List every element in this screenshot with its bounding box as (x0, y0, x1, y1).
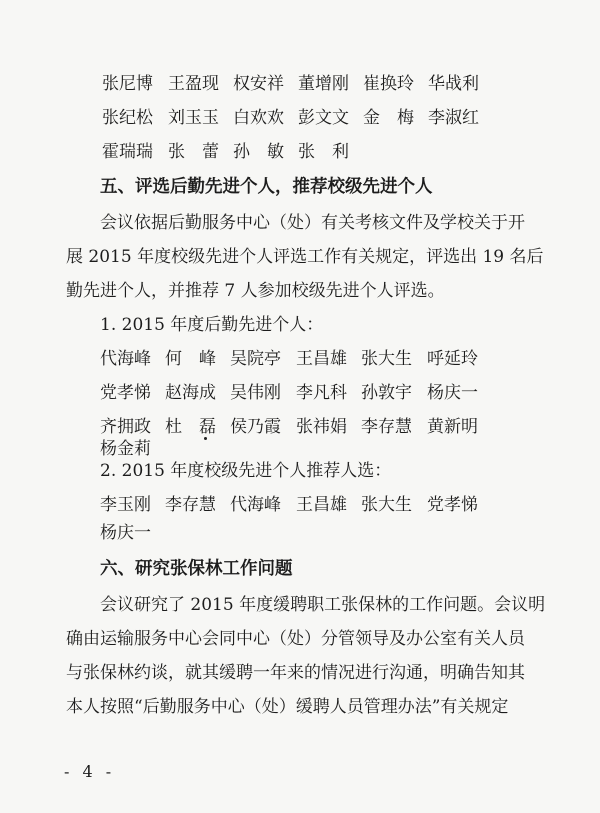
person-name: 彭文文 (298, 108, 349, 128)
person-name: 张纪松 (102, 108, 153, 128)
section-heading: 五、评选后勤先进个人，推荐校级先进个人 (100, 177, 433, 197)
person-name: 李存慧 (165, 495, 216, 515)
person-name: 李凡科 (296, 383, 347, 403)
speck-mark (204, 437, 207, 440)
person-name: 孙 敏 (233, 142, 284, 162)
person-name: 张大生 (361, 495, 412, 515)
paragraph-line: 会议研究了 2015 年度缓聘职工张保林的工作问题。会议明 (100, 595, 546, 615)
person-name: 霍瑞瑞 (102, 142, 153, 162)
person-name: 吴伟刚 (230, 383, 281, 403)
person-name: 张大生 (361, 349, 412, 369)
person-name: 董增刚 (298, 74, 349, 94)
person-name: 黄新明 (427, 417, 478, 437)
person-name: 代海峰 (230, 495, 281, 515)
person-name: 侯乃霞 (230, 417, 281, 437)
subsection-title: 1. 2015 年度后勤先进个人： (100, 315, 324, 335)
person-name: 杨庆一 (100, 523, 151, 543)
person-name: 呼延玲 (427, 349, 478, 369)
paragraph-line: 展 2015 年度校级先进个人评选工作有关规定，评选出 19 名后 (66, 247, 544, 267)
paragraph-line: 本人按照“后勤服务中心（处）缓聘人员管理办法”有关规定 (66, 697, 509, 717)
person-name: 张尼博 (102, 74, 153, 94)
person-name: 王昌雄 (296, 349, 347, 369)
subsection-title: 2. 2015 年度校级先进个人推荐人选： (100, 461, 392, 481)
person-name: 李淑红 (428, 108, 479, 128)
person-name: 杨金莉 (100, 439, 151, 459)
person-name: 李玉刚 (100, 495, 151, 515)
person-name: 刘玉玉 (168, 108, 219, 128)
name-row (0, 516, 600, 550)
person-name: 王昌雄 (296, 495, 347, 515)
person-name: 李存慧 (361, 417, 412, 437)
person-name: 吴院亭 (230, 349, 281, 369)
person-name: 孙敦宇 (361, 383, 412, 403)
person-name: 张祎娟 (296, 417, 347, 437)
person-name: 崔换玲 (363, 74, 414, 94)
person-name: 张 利 (298, 142, 349, 162)
paragraph-line: 与张保林约谈，就其缓聘一年来的情况进行沟通，明确告知其 (66, 663, 525, 683)
name-row (0, 342, 600, 376)
person-name: 权安祥 (233, 74, 284, 94)
name-row (0, 135, 600, 169)
person-name: 华战利 (428, 74, 479, 94)
name-row (0, 101, 600, 135)
name-row (0, 376, 600, 410)
person-name: 赵海成 (165, 383, 216, 403)
person-name: 金 梅 (363, 108, 414, 128)
name-row (0, 67, 600, 101)
person-name: 杨庆一 (427, 383, 478, 403)
person-name: 张 蕾 (168, 142, 219, 162)
person-name: 白欢欢 (233, 108, 284, 128)
paragraph-line: 会议依据后勤服务中心（处）有关考核文件及学校关于开 (100, 213, 525, 233)
paragraph-line: 勤先进个人，并推荐 7 人参加校级先进个人评选。 (66, 281, 445, 301)
person-name: 何 峰 (165, 349, 216, 369)
person-name: 齐拥政 (100, 417, 151, 437)
page-number: - 4 - (64, 762, 116, 781)
section-heading: 六、研究张保林工作问题 (100, 559, 293, 579)
person-name: 王盈现 (168, 74, 219, 94)
person-name: 杜 磊 (165, 417, 216, 437)
paragraph-line: 确由运输服务中心会同中心（处）分管领导及办公室有关人员 (66, 629, 525, 649)
person-name: 党孝悌 (427, 495, 478, 515)
person-name: 代海峰 (100, 349, 151, 369)
person-name: 党孝悌 (100, 383, 151, 403)
